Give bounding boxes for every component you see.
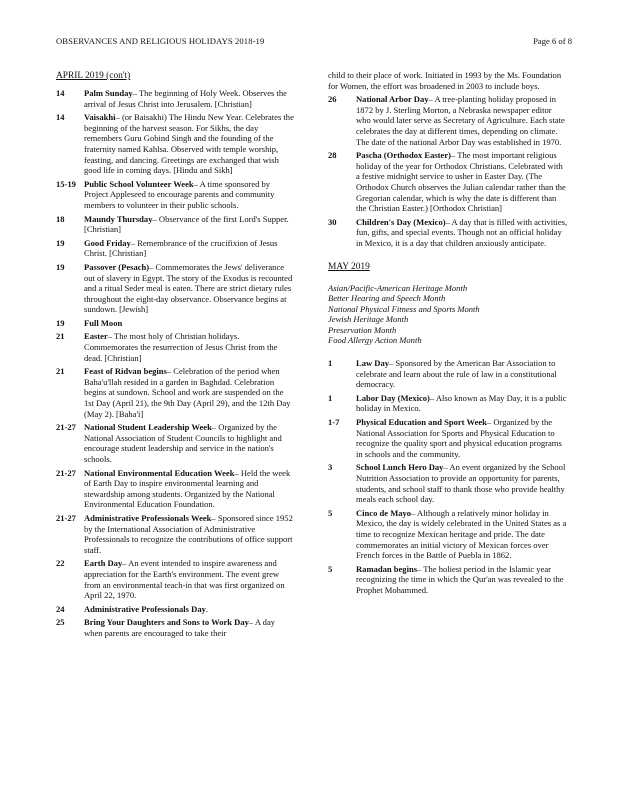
holiday-entry <box>328 508 568 561</box>
entry-date: 22 <box>56 558 65 569</box>
entry-name: Vaisakhi <box>84 112 116 123</box>
entry-date: 24 <box>56 603 65 614</box>
entry-description: – Sponsored by the American Bar Association to celebrate and learn about the rule of law in a constitutional democracy. <box>356 358 557 390</box>
holiday-entry <box>328 358 568 390</box>
entry-description: – Celebration of the period when Baha'u'llah resided in a garden in Baghdad. Celebration begins at sundown. School and work are suspended on the 1st Day (April 21), the 9th Day (April 29), and the 12th Day (May 2). [Baha'i] <box>84 366 291 419</box>
entry-description: . <box>205 603 209 614</box>
april-entry-list-continued <box>328 94 568 248</box>
entry-name: National Arbor Day <box>356 94 429 105</box>
entry-body <box>84 604 294 615</box>
entry-body <box>84 112 294 176</box>
entry-name: Administrative Professionals Day <box>84 603 206 614</box>
holiday-entry <box>328 462 568 504</box>
entry-description: – Remembrance of the crucifixion of Jesus Christ. [Christian] <box>84 237 278 259</box>
entry-date: 19 <box>56 317 65 328</box>
entry-date: 21 <box>56 366 65 377</box>
entry-date: 30 <box>328 216 337 227</box>
holiday-entry <box>56 468 294 510</box>
entry-body <box>84 214 294 235</box>
may-observance-months <box>328 283 568 347</box>
holiday-entry <box>328 564 568 596</box>
entry-name: Public School Volunteer Week <box>84 178 194 189</box>
left-column <box>56 70 294 642</box>
holiday-entry <box>56 422 294 464</box>
section-title-april: APRIL 2019 (con't) <box>56 71 131 81</box>
entry-name: Good Friday <box>84 237 131 248</box>
entry-name: Maundy Thursday <box>84 213 153 224</box>
entry-description: – The beginning of Holy Week. Observes the arrival of Jesus Christ into Jerusalem. [Christian] <box>84 88 287 109</box>
heritage-month-item: Food Allergy Action Month <box>328 335 422 346</box>
entry-description: – The holiest period in the Islamic year recognizing the time in which the Qur'an was revealed to the Prophet Mohammed. <box>356 563 564 595</box>
heritage-month-item: Preservation Month <box>328 324 397 335</box>
holiday-entry <box>56 318 294 329</box>
entry-date: 1-7 <box>328 417 340 428</box>
section-title-may: MAY 2019 <box>328 261 370 272</box>
entry-name: Labor Day (Mexico) <box>356 392 430 403</box>
entry-name: Full Moon <box>84 317 123 328</box>
entry-body <box>84 262 294 315</box>
entry-name: School Lunch Hero Day <box>356 462 444 473</box>
entry-body <box>84 179 294 211</box>
entry-body <box>356 564 568 596</box>
holiday-entry <box>56 179 294 211</box>
heritage-month-item: Better Hearing and Speech Month <box>328 293 446 304</box>
entry-body <box>84 422 294 464</box>
entry-body <box>84 318 294 329</box>
entry-date: 28 <box>328 150 337 161</box>
entry-name: Easter <box>84 331 108 342</box>
entry-date: 14 <box>56 112 65 123</box>
entry-description: – Held the week of Earth Day to inspire environmental learning and stewardship among students. Organized by the National Environmental Education Foundation. <box>84 467 291 510</box>
entry-date: 15-19 <box>56 178 76 189</box>
heritage-month-item: National Physical Fitness and Sports Month <box>328 303 480 314</box>
entry-description: – A tree-planting holiday proposed in 1872 by J. Sterling Morton, a Nebraska newspaper editor who would later serve as Secretary of Agriculture. Each state celebrates the day at different times, depending on climate. The date of the national Arbor Day was established in 1970. <box>356 94 565 147</box>
holiday-entry <box>328 217 568 249</box>
april-entry-list <box>56 88 294 639</box>
holiday-entry <box>328 150 568 214</box>
entry-name: Children's Day (Mexico) <box>356 216 446 227</box>
entry-date: 5 <box>328 563 333 574</box>
entry-continuation: child to their place of work. Initiated in 1993 by the Ms. Foundation for Women, the effort was broadened in 2003 to include boys. <box>328 70 562 91</box>
entry-body <box>84 558 294 600</box>
entry-name: Law Day <box>356 358 390 369</box>
entry-date: 1 <box>328 358 333 369</box>
holiday-entry <box>56 366 294 419</box>
entry-body <box>84 617 294 638</box>
entry-date: 21 <box>56 331 65 342</box>
entry-name: National Environmental Education Week <box>84 467 235 478</box>
entry-body <box>356 417 568 459</box>
entry-description: – A day when parents are encouraged to take their <box>84 617 276 638</box>
entry-name: Ramadan begins <box>356 563 418 574</box>
entry-name: National Student Leadership Week <box>84 422 212 433</box>
entry-body <box>356 508 568 561</box>
holiday-entry <box>56 558 294 600</box>
running-header: OBSERVANCES AND RELIGIOUS HOLIDAYS 2018-19 <box>56 36 265 46</box>
holiday-entry <box>328 417 568 459</box>
page-number: Page 6 of 8 <box>533 36 572 46</box>
entry-body <box>84 88 294 109</box>
entry-description: – A day that is filled with activities, fun, gifts, and special events. Though not an official holiday in Mexico, it is a day that children anxiously anticipate. <box>356 216 568 248</box>
entry-description: – Sponsored since 1952 by the International Association of Administrative Professionals to recognize the contributions of office support staff. <box>84 512 293 555</box>
entry-date: 21-27 <box>56 422 76 433</box>
entry-name: Earth Day <box>84 558 123 569</box>
entry-name: Cinco de Mayo <box>356 507 412 518</box>
entry-date: 19 <box>56 237 65 248</box>
entry-date: 19 <box>56 261 65 272</box>
right-column <box>328 70 568 599</box>
holiday-entry <box>56 214 294 235</box>
entry-body <box>84 468 294 510</box>
holiday-entry <box>56 238 294 259</box>
entry-name: Pascha (Orthodox Easter) <box>356 150 451 161</box>
entry-body <box>356 150 568 214</box>
holiday-entry <box>328 393 568 414</box>
entry-name: Administrative Professionals Week <box>84 512 212 523</box>
holiday-entry <box>56 617 294 638</box>
entry-body <box>84 238 294 259</box>
holiday-entry <box>56 262 294 315</box>
entry-name: Palm Sunday <box>84 88 133 98</box>
entry-date: 14 <box>56 88 65 98</box>
entry-description: – Observance of the first Lord's Supper. [Christian] <box>84 213 289 235</box>
entry-description: – The most holy of Christian holidays. Commemorates the resurrection of Jesus Christ from the dead. [Christian] <box>84 331 278 363</box>
entry-description: – Also known as May Day, it is a public holiday in Mexico. <box>356 392 567 414</box>
entry-name: Bring Your Daughters and Sons to Work Day <box>84 617 249 628</box>
entry-description: – The most important religious holiday of the year for Orthodox Christians. Celebrated with a festive midnight service to usher in Easter Day. (The Orthodox Church observes the Julian calendar rather than the Gregorian calendar, which is why the date is different than the Christian Easter.) [Orthodox Christian] <box>356 150 566 214</box>
entry-date: 1 <box>328 392 333 403</box>
entry-description: – Organized by the National Association for Sports and Physical Education to recognize the quality sport and physical education programs in schools and the community. <box>356 417 562 459</box>
entry-name: Feast of Ridvan begins <box>84 366 167 377</box>
heritage-month-item: Asian/Pacific-American Heritage Month <box>328 282 468 293</box>
entry-date: 18 <box>56 213 65 224</box>
entry-body <box>356 393 568 414</box>
entry-name: Passover (Pesach) <box>84 261 150 272</box>
holiday-entry <box>56 513 294 555</box>
entry-date: 26 <box>328 94 337 105</box>
entry-body <box>356 217 568 249</box>
entry-name: Physical Education and Sport Week <box>356 417 487 428</box>
may-entry-list <box>328 358 568 595</box>
entry-body <box>356 94 568 147</box>
entry-description: – A time sponsored by Project Appleseed to encourage parents and community members to volunteer in their public schools. <box>84 178 275 210</box>
entry-body <box>356 462 568 504</box>
holiday-entry <box>56 88 294 109</box>
entry-description: – An event organized by the School Nutrition Association to provide an opportunity for parents, students, and school staff to thank those who provide healthy meals each school day. <box>356 462 566 505</box>
entry-body <box>84 331 294 363</box>
entry-description: – Commemorates the Jews' deliverance out of slavery in Egypt. The story of the Exodus is recounted and a ritual Seder meal is eaten. There are strict dietary rules throughout the eight-day observance. Observance begins at sundown. [Jewish] <box>84 261 293 315</box>
entry-body <box>84 513 294 555</box>
entry-date: 21-27 <box>56 512 76 523</box>
entry-description: – Although a relatively minor holiday in Mexico, the day is widely celebrated in the United States as a time to recognize Mexican heritage and pride. The date commemorates an initial victory of Mexican forces over French forces in the Battle of Puebla in 1862. <box>356 507 567 561</box>
holiday-entry <box>56 331 294 363</box>
entry-description: – An event intended to inspire awareness and appreciation for the Earth's environment. The event grew from an environmental teach-in that was first organized on April 22, 1970. <box>84 558 285 601</box>
heritage-month-item: Jewish Heritage Month <box>328 314 409 325</box>
entry-body <box>356 358 568 390</box>
holiday-entry <box>328 94 568 147</box>
holiday-entry <box>56 604 294 615</box>
entry-date: 25 <box>56 617 65 628</box>
entry-date: 3 <box>328 462 333 473</box>
entry-date: 21-27 <box>56 467 76 478</box>
holiday-entry <box>56 112 294 176</box>
entry-description: – Organized by the National Association of Student Councils to highlight and encourage student leadership and service in the nation's schools. <box>84 422 282 464</box>
entry-description: – (or Baisakhi) The Hindu New Year. Celebrates the beginning of the harvest season. For Sikhs, the day remembers Guru Gobind Singh and the founding of the fraternity named Kahlsa. Observed with temple worship, feasting, and dancing. Greetings are exchanged that wish good life in coming days. [Hindu and Sikh] <box>84 112 294 176</box>
entry-body <box>84 366 294 419</box>
entry-date: 5 <box>328 507 333 518</box>
